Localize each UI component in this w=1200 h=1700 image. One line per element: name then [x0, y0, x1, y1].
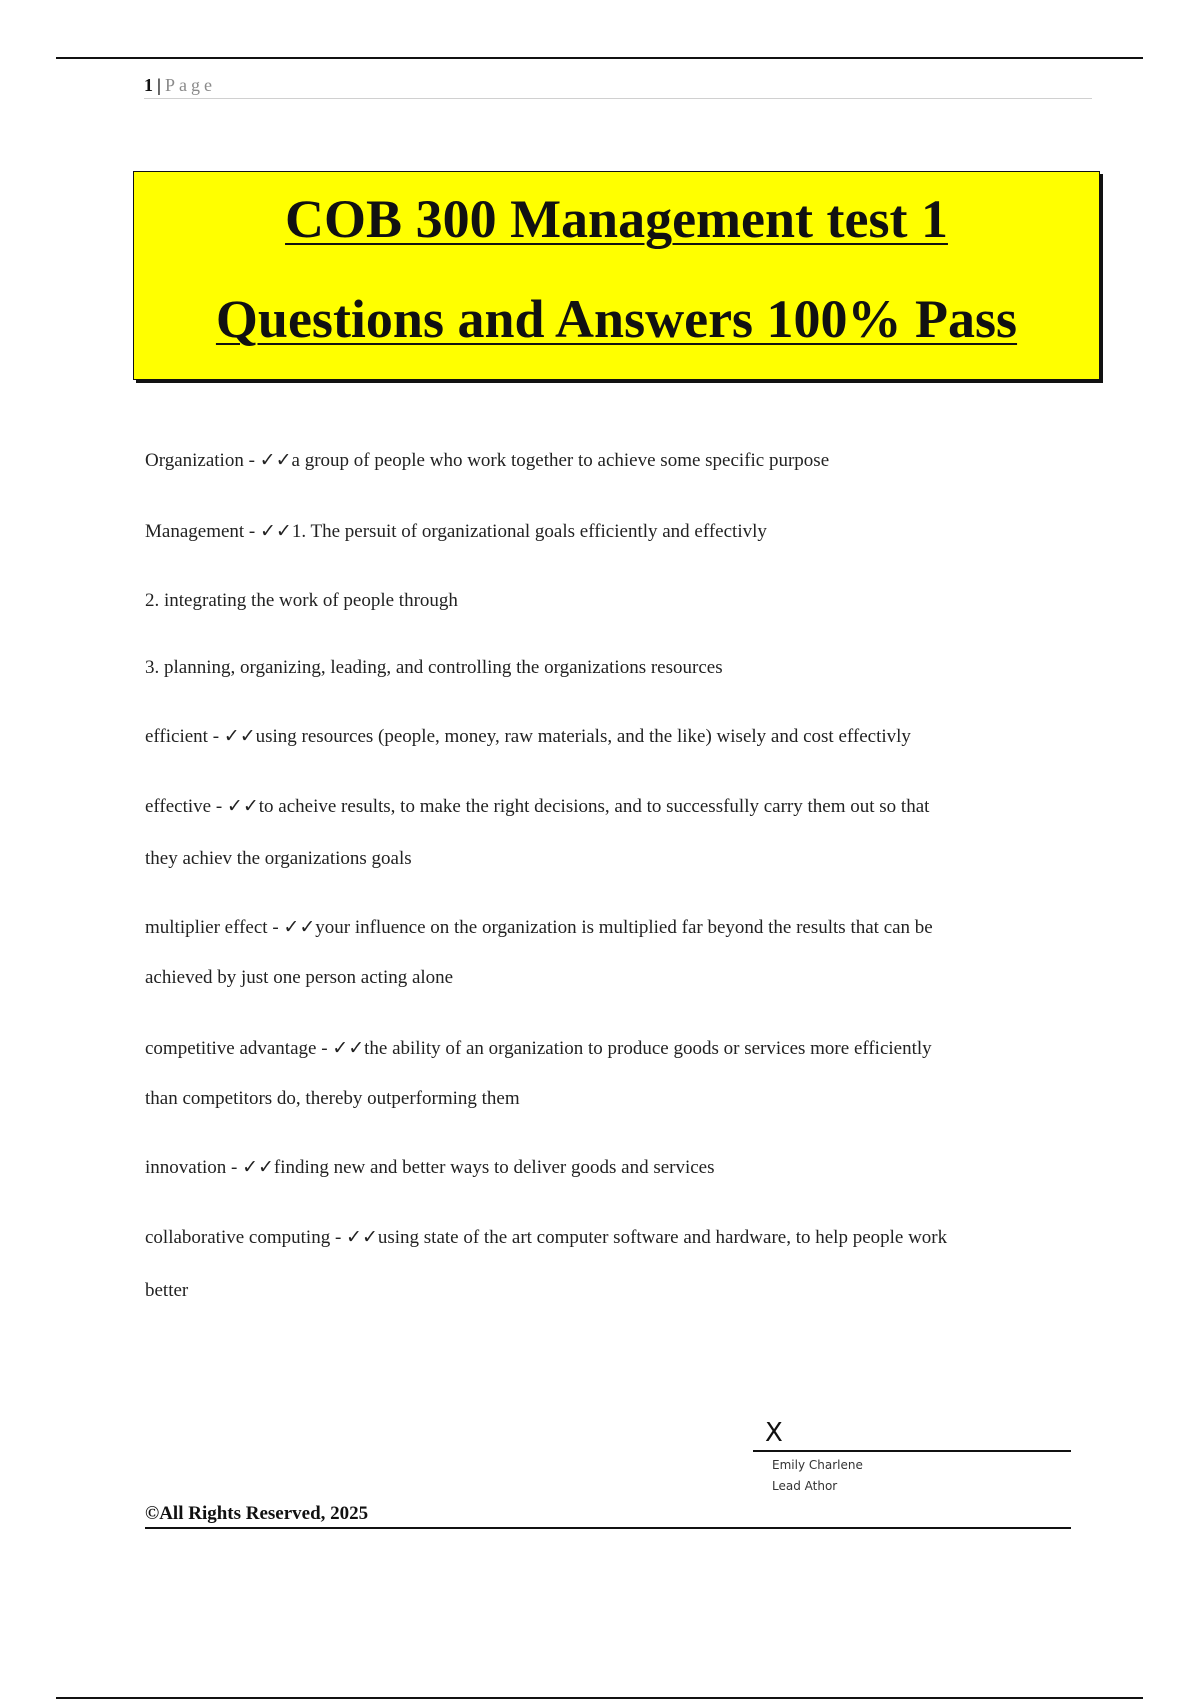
qa-line: better [145, 1280, 189, 1301]
signature-mark: X [765, 1418, 783, 1448]
qa-line: competitive advantage - ✓✓the ability of an organization to produce goods or services more efficiently [145, 1038, 932, 1059]
qa-line: Management - ✓✓1. The persuit of organizational goals efficiently and effectivly [145, 521, 767, 542]
qa-line: Organization - ✓✓a group of people who work together to achieve some specific purpose [145, 450, 830, 471]
document-title-line-2: Questions and Answers 100% Pass [215, 289, 1018, 349]
copyright-notice: ©All Rights Reserved, 2025 [145, 1501, 1071, 1529]
qa-line: efficient - ✓✓using resources (people, money, raw materials, and the like) wisely and cost effectivly [145, 726, 911, 747]
qa-line: than competitors do, thereby outperforming them [145, 1088, 520, 1109]
qa-line: 2. integrating the work of people through [145, 590, 458, 611]
qa-line: achieved by just one person acting alone [145, 967, 454, 988]
page-header [144, 72, 1092, 99]
page-separator: | [157, 75, 161, 95]
top-border-rule [56, 57, 1143, 59]
qa-line: 3. planning, organizing, leading, and controlling the organizations resources [145, 657, 723, 678]
qa-line: they achiev the organizations goals [145, 848, 412, 869]
qa-line: effective - ✓✓to acheive results, to make the right decisions, and to successfully carry them out so that [145, 796, 930, 817]
bottom-border-rule [56, 1697, 1143, 1699]
title-banner [133, 171, 1100, 380]
qa-line: multiplier effect - ✓✓your influence on the organization is multiplied far beyond the results that can be [145, 917, 933, 938]
page-label: Page [164, 75, 216, 95]
signer-name: Emily Charlene [772, 1458, 863, 1472]
qa-line: innovation - ✓✓finding new and better ways to deliver goods and services [145, 1157, 715, 1178]
qa-line: collaborative computing - ✓✓using state of the art computer software and hardware, to help people work [145, 1227, 948, 1248]
document-title-line-1: COB 300 Management test 1 [285, 189, 948, 249]
signature-line [753, 1450, 1071, 1452]
page-number: 1 [144, 75, 153, 95]
signer-role: Lead Athor [772, 1479, 838, 1493]
